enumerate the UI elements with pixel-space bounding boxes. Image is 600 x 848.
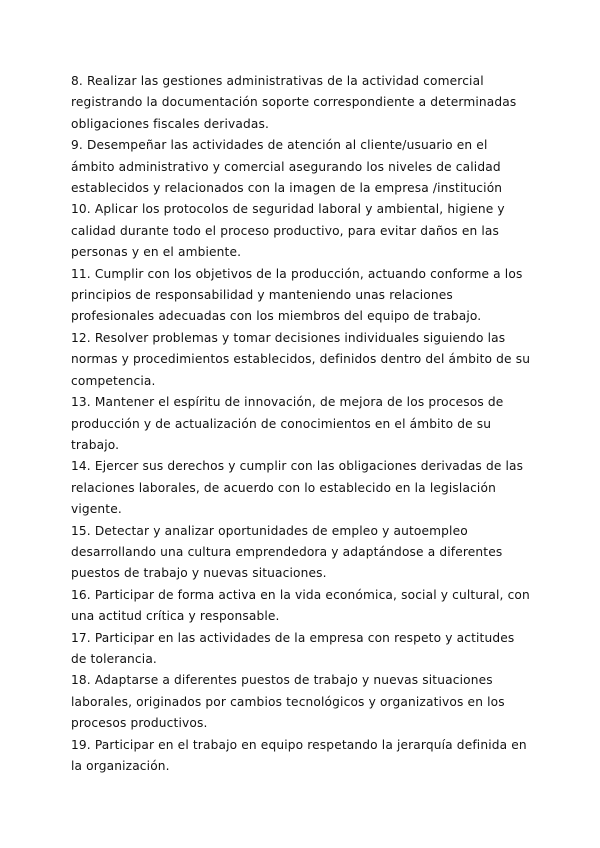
list-item-18: 18. Adaptarse a diferentes puestos de trabajo y nuevas situaciones laborales, originados por cambios tecnológicos y organizativos en los procesos productivos. (71, 673, 505, 731)
list-item-8: 8. Realizar las gestiones administrativas de la actividad comercial registrando la documentación soporte correspondiente a determinadas obligaciones fiscales derivadas. (71, 74, 517, 131)
list-item-11: 11. Cumplir con los objetivos de la producción, actuando conforme a los principios de responsabilidad y manteniendo unas relaciones profesionales adecuadas con los miembros del equipo de trabajo. (71, 266, 523, 324)
list-item-10: 10. Aplicar los protocolos de seguridad laboral y ambiental, higiene y calidad durante todo el proceso productivo, para evitar daños en las personas y en el ambiente. (71, 202, 505, 260)
list-item-9: 9. Desempeñar las actividades de atención al cliente/usuario en el ámbito administrativo y comercial asegurando los niveles de calidad establecidos y relacionados con la imagen de la empresa /institución (71, 138, 503, 196)
list-item-15: 15. Detectar y analizar oportunidades de empleo y autoempleo desarrollando una cultura emprendedora y adaptándose a diferentes puestos de trabajo y nuevas situaciones. (71, 523, 503, 581)
list-item-14: 14. Ejercer sus derechos y cumplir con las obligaciones derivadas de las relaciones laborales, de acuerdo con lo establecido en la legislación vigente. (71, 459, 524, 517)
document-body (71, 71, 531, 777)
list-item-12: 12. Resolver problemas y tomar decisiones individuales siguiendo las normas y procedimientos establecidos, definidos dentro del ámbito de su competencia. (71, 330, 531, 388)
list-item-17: 17. Participar en las actividades de la empresa con respeto y actitudes de tolerancia. (71, 630, 515, 666)
list-item-13: 13. Mantener el espíritu de innovación, de mejora de los procesos de producción y de actualización de conocimientos en el ámbito de su trabajo. (71, 395, 504, 452)
list-item-19: 19. Participar en el trabajo en equipo respetando la jerarquía definida en la organización. (71, 737, 527, 773)
list-item-16: 16. Participar de forma activa en la vida económica, social y cultural, con una actitud crítica y responsable. (71, 587, 530, 624)
